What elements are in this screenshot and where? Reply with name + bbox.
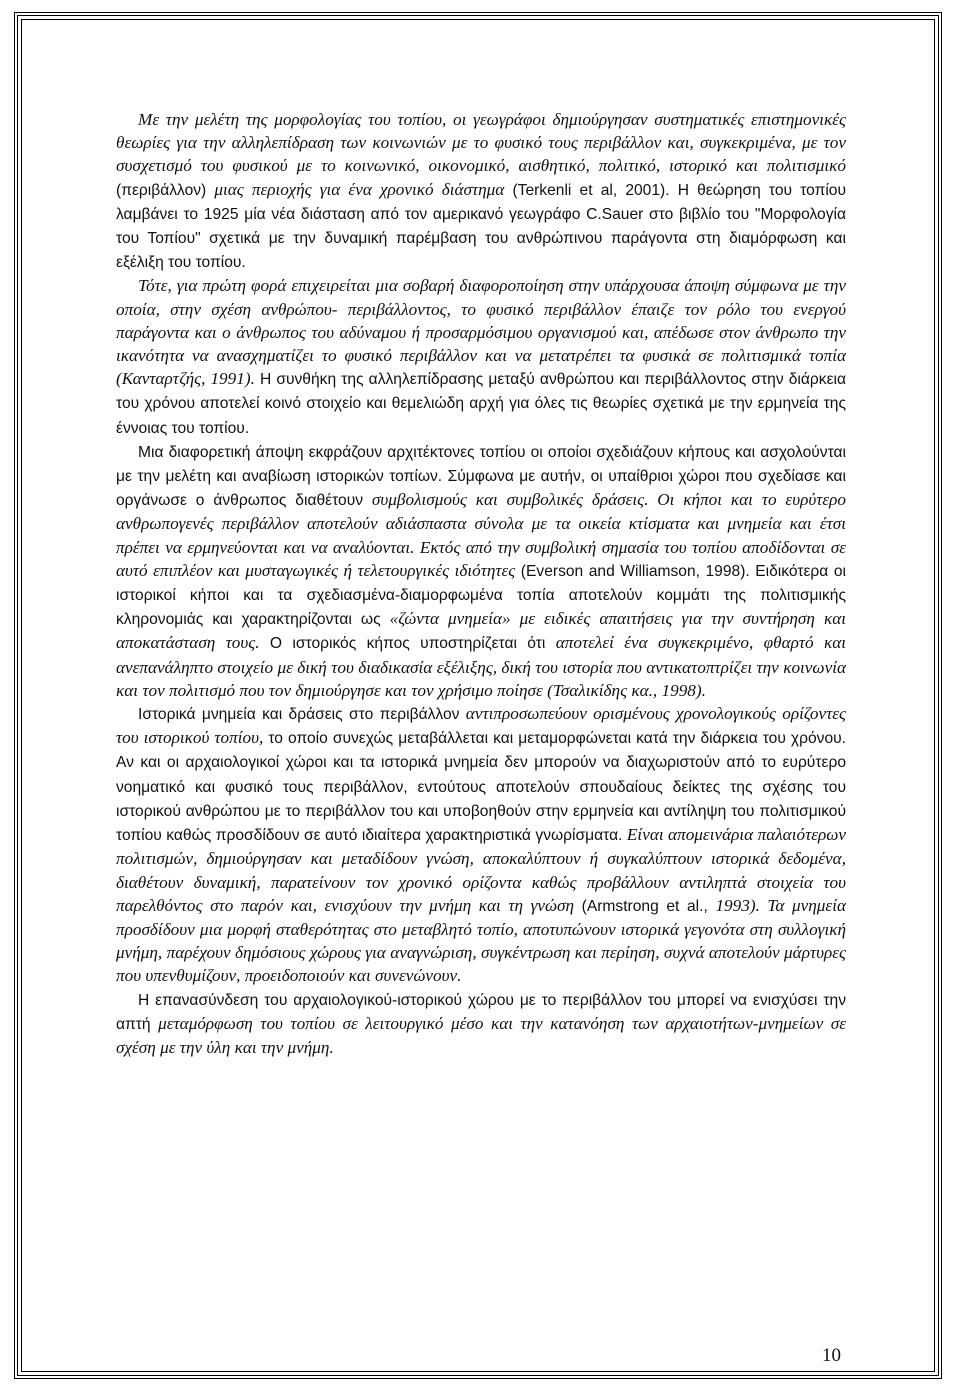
- text-run: Η συνθήκη της αλληλεπίδρασης μεταξύ ανθρώπου και περιβάλλοντος στην διάρκεια του χρόνου αποτελεί κοινό στοιχείο και θεμελιώδη αρχή για όλες τις θεωρίες σχετικά με την ερμηνεία της έννοιας του τοπίου.: [116, 371, 847, 437]
- text-run: (περιβάλλον): [116, 181, 207, 199]
- text-run: (Armstrong et al.,: [574, 897, 716, 915]
- paragraph-4: [116, 702, 846, 987]
- text-run: Με την μελέτη της μορφολογίας του τοπίου, οι γεωγράφοι δημιούργησαν συστηματικές επιστημονικές θεωρίες για την αλληλεπίδραση των κοινωνιών με το φυσικό τους περιβάλλον και, συγκεκριμένα, με τον συσχετισμό του φυσικού με το κοινωνικό, οικονομικό, αισθητικό, πολιτικό, ιστορικό και πολιτισμικό: [116, 110, 846, 176]
- text-run: (Terkenli et al, 2001). Η θεώρηση του τοπίου λαμβάνει το 1925 μία νέα διάσταση από τον αμερικανό γεωγράφο C.Sauer στο βιβλίο του "Μορφολογία του Τοπίου" σχετικά με την δυναμική παρέμβαση του ανθρώπινου παράγοντα στη διαμόρφωση και εξέλιξη του τοπίου.: [116, 181, 847, 272]
- text-run: Μια διαφορετική άποψη εκφράζουν αρχιτέκτονες τοπίου οι οποίοι σχεδιάζουν κήπους και ασχολούνται με την μελέτη και αναβίωση ιστορικών τοπίων. Σύμφωνα με αυτήν, οι υπαίθριοι χώροι που σχεδίασε και οργάνωσε ο άνθρωπος διαθέτουν: [116, 443, 846, 510]
- paragraph-2: [116, 274, 846, 439]
- text-run: Η επανασύνδεση του αρχαιολογικού-ιστορικού χώρου με το περιβάλλον του μπορεί να ενισχύσει την απτή: [116, 991, 846, 1033]
- text-run: Τότε, για πρώτη φορά επιχειρείται μια σοβαρή διαφοροποίηση στην υπάρχουσα άποψη σύμφωνα με την οποία, στην σχέση ανθρώπου- περιβάλλοντος, το φυσικό περιβάλλον έπαιζε τον ρόλο του ενεργού παράγοντα και ο άνθρωπος του αδύναμου ή προσαρμόσιμου οργανισμού και, απέδωσε στον άνθρωπο την ικανότητα να ανασχηματίζει το φυσικό περιβάλλον και να μετατρέπει τα φυσικά σε πολιτισμικά τοπία (Κανταρτζής, 1991).: [116, 276, 846, 389]
- page-number: 10: [822, 1345, 841, 1366]
- paragraph-3: [116, 440, 846, 702]
- text-run: «ζώντα μνημεία» με ειδικές απαιτήσεις για την συντήρηση και αποκατάσταση τους.: [116, 609, 847, 653]
- text-run: μεταμόρφωση του τοπίου σε λειτουργικό μέσο και την κατανόηση των αρχαιοτήτων-μνημείων σε σχέση με την ύλη και την μνήμη.: [116, 1013, 846, 1057]
- text-run: 1993). Τα μνημεία προσδίδουν μια μορφή σταθερότητας στο μεταβλητό τοπίο, αποτυπώνουν ιστορικά γεγονότα στη συλλογική μνήμη, παρέχουν δημόσιους χώρους για αναγνώριση, συγκέντρωση και περίηση, συχνά αποτελούν μάρτυρες που υπενθυμίζουν, προειδοποιούν και συνενώνουν.: [116, 895, 847, 986]
- text-run: αντιπροσωπεύουν ορισμένους χρονολογικούς ορίζοντες του ιστορικού τοπίου,: [116, 704, 846, 748]
- text-run: Είναι απομεινάρια παλαιότερων πολιτισμών, δημιούργησαν και μεταδίδουν γνώση, αποκαλύπτουν ή συγκαλύπτουν ιστορικά δεδομένα, διαθέτουν δυναμική, παρατείνουν τον χρονικό ορίζοντα καθώς προβάλλουν αντιληπτά στοιχεία του παρελθόντος στο παρόν και, ενισχύουν την μνήμη και τη γνώση: [116, 825, 847, 915]
- text-run: μιας περιοχής για ένα χρονικό διάστημα: [206, 179, 513, 199]
- text-run: Ο ιστορικός κήπος υποστηρίζεται ότι: [259, 635, 556, 653]
- text-run: αποτελεί ένα συγκεκριμένο, φθαρτό και ανεπανάληπτο στοιχείο με δική του διαδικασία εξέλιξης, δική του ιστορία που αντικατοπτρίζει την κοινωνία και τον πολιτισμό που τον δημιούργησε και τον χρήσιμο ποίησε (Τσαλικίδης κα., 1998).: [116, 633, 846, 700]
- document-body: [116, 108, 846, 1059]
- paragraph-1: [116, 108, 846, 274]
- text-run: το οποίο συνεχώς μεταβάλλεται και μεταμορφώνεται κατά την διάρκεια του χρόνου. Αν και οι αρχαιολογικοί χώροι και τα ιστορικά μνημεία δεν μπορούν να διαχωριστούν από το ευρύτερο νοηματικό και φυσικό τους περιβάλλον, εντούτους αποτελούν σπουδαίους δείκτες της σχέσης του ιστορικού ανθρώπου με το περιβάλλον του και υποβοηθούν στην ερμηνεία και αντίληψη του πολιτισμικού τοπίου καθώς προσδίδουν σε αυτό ιδιαίτερα χαρακτηριστικά γνωρίσματα.: [116, 730, 846, 845]
- text-run: (Everson and Williamson, 1998). Ειδικότερα οι ιστορικοί κήποι και τα σχεδιασμένα-διαμορφωμένα τοπία αποτελούν κομμάτι της πολιτισμικής κληρονομιάς και χαρακτηρίζονται ως: [116, 562, 846, 629]
- text-run: Ιστορικά μνημεία και δράσεις στο περιβάλλον: [138, 706, 466, 724]
- text-run: συμβολισμούς και συμβολικές δράσεις. Οι κήποι και το ευρύτερο ανθρωπογενές περιβάλλον αποτελούν αδιάσπαστα σύνολα με τα οικεία κτίσματα και μνημεία και έτσι πρέπει να ερμηνεύονται και να αναλύονται. Εκτός από την συμβολική σημασία του τοπίου αποδίδονται σε αυτό επιπλέον και μυσταγωγικές ή τελετουργικές ιδιότητες: [116, 490, 846, 580]
- paragraph-5: [116, 988, 846, 1060]
